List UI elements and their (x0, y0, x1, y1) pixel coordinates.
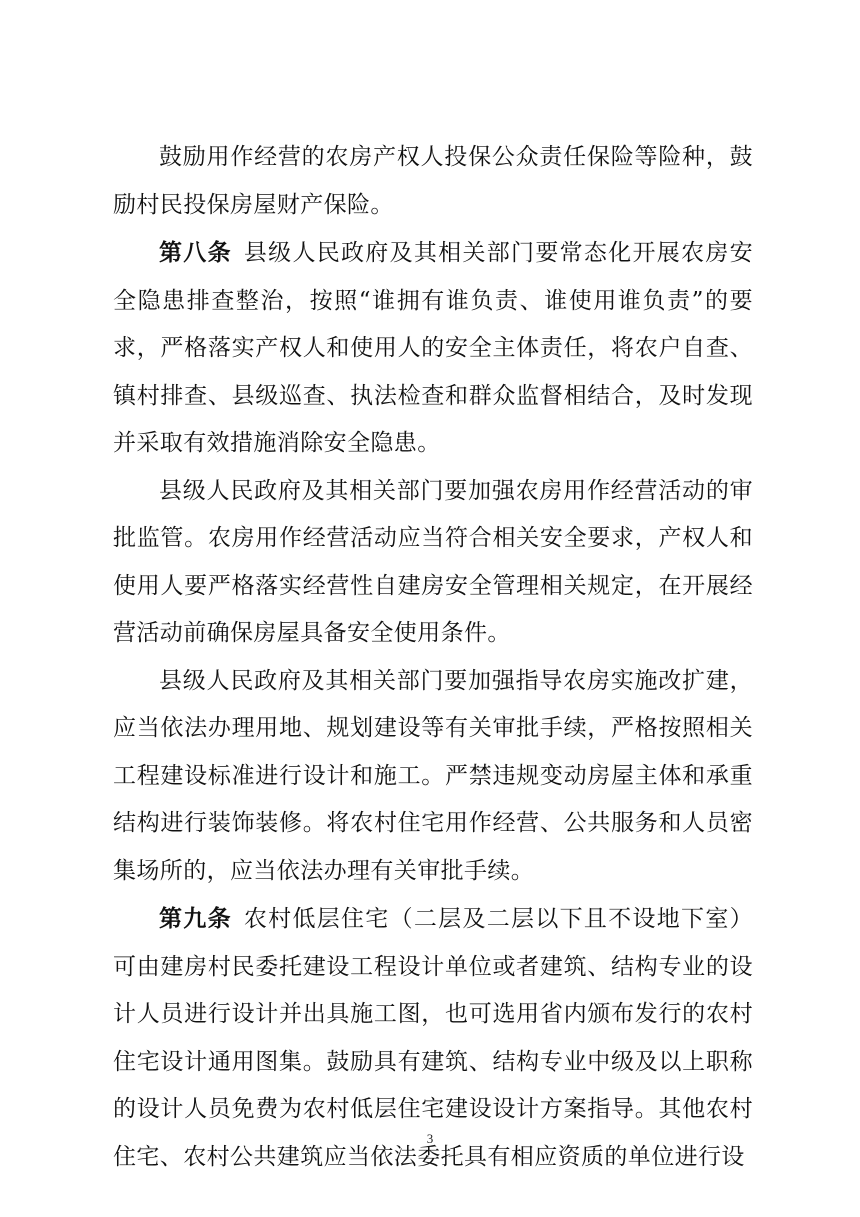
paragraph-3 (113, 468, 753, 658)
paragraph-text: 县级人民政府及其相关部门要加强农房用作经营活动的审批监管。农房用作经营活动应当符合相关安全要求，产权人和使用人要严格落实经营性自建房安全管理相关规定，在开展经营活动前确保房屋具备安全使用条件。 (113, 477, 753, 646)
paragraph-text: 县级人民政府及其相关部门要常态化开展农房安全隐患排查整治，按照“谁拥有谁负责、谁使用谁负责”的要求，严格落实产权人和使用人的安全主体责任，将农户自查、镇村排查、县级巡查、执法检查和群众监督相结合，及时发现并采取有效措施消除安全隐患。 (113, 240, 754, 456)
paragraph-text: 农村低层住宅（二层及二层以下且不设地下室）可由建房村民委托建设工程设计单位或者建筑、结构专业的设计人员进行设计并出具施工图，也可选用省内颁布发行的农村住宅设计通用图集。鼓励具有建筑、结构专业中级及以上职称的设计人员免费为农村低层住宅建设设计方案指导。其他农村住宅、农村公共建筑应当依法委托具有相应资质的单位进行设 (113, 906, 754, 1170)
paragraph-4 (113, 658, 753, 896)
paragraph-article-8 (113, 229, 753, 468)
page-number: 3 (426, 1131, 434, 1146)
article-label: 第八条 (159, 239, 232, 266)
paragraph-1 (113, 134, 753, 229)
article-label: 第九条 (159, 905, 232, 932)
paragraph-text: 鼓励用作经营的农房产权人投保公众责任保险等险种，鼓励村民投保房屋财产保险。 (113, 144, 753, 218)
paragraph-text: 县级人民政府及其相关部门要加强指导农房实施改扩建，应当依法办理用地、规划建设等有关审批手续，严格按照相关工程建设标准进行设计和施工。严禁违规变动房屋主体和承重结构进行装饰装修。将农村住宅用作经营、公共服务和人员密集场所的，应当依法办理有关审批手续。 (113, 667, 753, 884)
document-body (113, 134, 753, 1181)
